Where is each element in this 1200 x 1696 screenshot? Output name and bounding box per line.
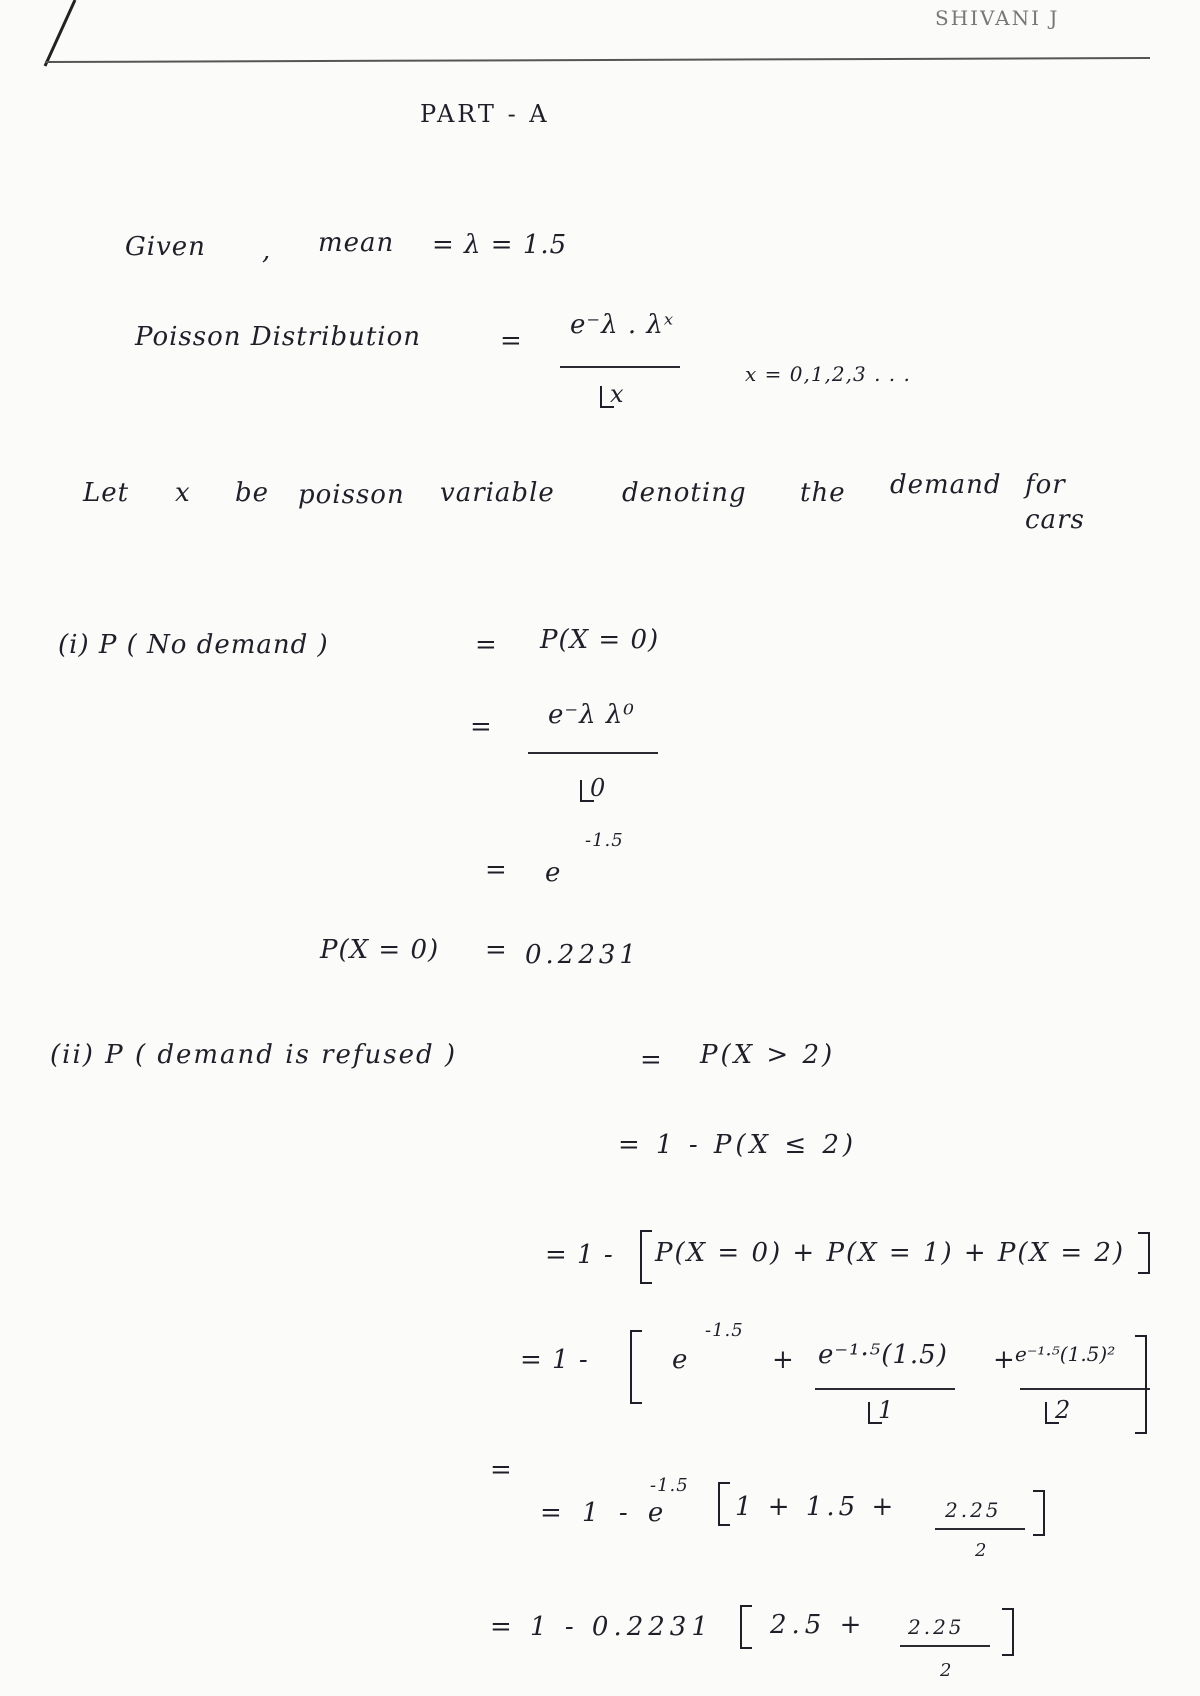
part-ii-line5-fraction-bar <box>900 1645 990 1647</box>
part-i-equals: = <box>475 630 498 660</box>
let-word-6: denoting <box>622 478 747 508</box>
part-ii-line2-open-bracket <box>640 1230 652 1284</box>
part-ii-line4-prefix: = 1 - e <box>540 1498 670 1528</box>
part-ii-line3-plus-1: + <box>772 1345 795 1375</box>
student-name: SHIVANI J <box>935 6 1060 30</box>
mean-expression: = λ = 1.5 <box>432 230 568 260</box>
part-i-step1-numerator: e⁻λ λ⁰ <box>548 700 635 730</box>
poisson-fraction-bar <box>560 366 680 368</box>
part-ii-line3-term2-bar <box>815 1388 955 1390</box>
poisson-equals: = <box>500 326 523 356</box>
part-ii-line1: = 1 - P(X ≤ 2) <box>618 1130 858 1160</box>
part-ii-line3-term1-base: e <box>672 1345 689 1375</box>
part-ii-line2-close-bracket <box>1138 1232 1150 1274</box>
part-i-step2-equals: = <box>485 855 508 885</box>
part-ii-label: (ii) P ( demand is refused ) <box>50 1040 458 1070</box>
let-word-5: variable <box>440 478 555 508</box>
part-ii-line3-prefix: = 1 - <box>520 1345 589 1375</box>
part-ii-line4-fraction-denominator: 2 <box>975 1540 988 1561</box>
let-word-9: for <box>1025 470 1066 500</box>
part-ii-line4-close-bracket <box>1033 1490 1045 1536</box>
part-ii-line3-term3-bar <box>1020 1388 1150 1390</box>
part-i-label: (i) P ( No demand ) <box>58 630 329 660</box>
part-ii-line2-inner: P(X = 0) + P(X = 1) + P(X = 2) <box>655 1238 1126 1268</box>
part-ii-line5-close-bracket <box>1002 1608 1014 1656</box>
part-i-result-value: 0.2231 <box>525 940 640 970</box>
corner-stroke <box>45 0 75 66</box>
part-ii-line3-term1-exponent: -1.5 <box>705 1320 744 1341</box>
poisson-label: Poisson Distribution <box>135 322 422 352</box>
given-label: Given <box>125 232 206 262</box>
part-ii-line3-open-bracket <box>630 1330 642 1404</box>
part-ii-line3-term2-numerator: e⁻¹·⁵(1.5) <box>818 1340 948 1370</box>
given-comma: , <box>262 236 272 266</box>
let-word-7: the <box>800 478 846 508</box>
page-title: PART - A <box>420 100 550 128</box>
part-ii-line5-inner: 2.5 + <box>770 1610 867 1640</box>
part-ii-line3-plus-2: + <box>993 1345 1016 1375</box>
part-ii-line3-term3-numerator: e⁻¹·⁵(1.5)² <box>1015 1342 1116 1366</box>
part-ii-line5-fraction-denominator: 2 <box>940 1660 953 1681</box>
part-ii-line4-fraction-bar <box>935 1528 1025 1530</box>
let-word-4: poisson <box>298 480 405 510</box>
part-i-rhs: P(X = 0) <box>540 625 660 655</box>
part-ii-line5-fraction-numerator: 2.25 <box>908 1615 965 1639</box>
part-i-result-equals: = <box>485 935 508 965</box>
part-i-fraction-bar <box>528 752 658 754</box>
part-ii-line4-exponent: -1.5 <box>650 1475 689 1496</box>
let-wrap-word: cars <box>1025 505 1085 535</box>
poisson-domain: x = 0,1,2,3 . . . <box>745 362 911 386</box>
part-ii-equals: = <box>640 1045 663 1075</box>
let-word-1: Let <box>83 478 130 508</box>
part-ii-line4-equals: = <box>490 1455 513 1485</box>
part-ii-line3-close-bracket <box>1135 1335 1147 1434</box>
mean-label: mean <box>318 228 395 258</box>
header-rule <box>45 58 1150 62</box>
part-i-result-lhs: P(X = 0) <box>320 935 440 965</box>
part-ii-line2-prefix: = 1 - <box>545 1240 614 1270</box>
part-i-step2-base: e <box>545 858 562 888</box>
poisson-numerator: e⁻λ . λˣ <box>570 310 675 340</box>
part-ii-line4-inner: 1 + 1.5 + <box>735 1492 898 1522</box>
let-word-3: be <box>235 478 270 508</box>
let-word-2: x <box>175 478 191 508</box>
part-ii-line5-prefix: = 1 - 0.2231 <box>490 1612 713 1642</box>
part-ii-line5-open-bracket <box>740 1605 752 1649</box>
part-ii-rhs: P(X > 2) <box>700 1040 836 1070</box>
part-i-step2-exponent: -1.5 <box>585 830 624 851</box>
part-ii-line4-fraction-numerator: 2.25 <box>945 1498 1002 1522</box>
let-word-8: demand <box>890 470 1002 500</box>
notebook-page: SHIVANI J PART - A Given , mean = λ = 1.5 Poisson Distribution = e⁻λ . λˣ x x = 0,1,2,3 . . . Let x be poisson variable denoting the demand for cars (i) P ( No demand ) = P(X = 0) = e⁻λ λ⁰ 0 = e -1.5 P(X = 0) = 0.2231 (ii) P ( demand is refused ) = P(X > 2) = 1 - P(X ≤ 2) = 1 - P(X = 0) + P(X = 1) + P(X = 2) = 1 - e -1.5 + e⁻¹·⁵(1.5) 1 + e⁻¹·⁵(1.5)² 2 = = 1 - e -1.5 1 + 1.5 + 2.25 2 = 1 - 0.2231 2.5 + 2.25 2 <box>0 0 1200 1696</box>
part-i-step1-equals: = <box>470 712 493 742</box>
part-ii-line4-open-bracket <box>718 1482 730 1526</box>
